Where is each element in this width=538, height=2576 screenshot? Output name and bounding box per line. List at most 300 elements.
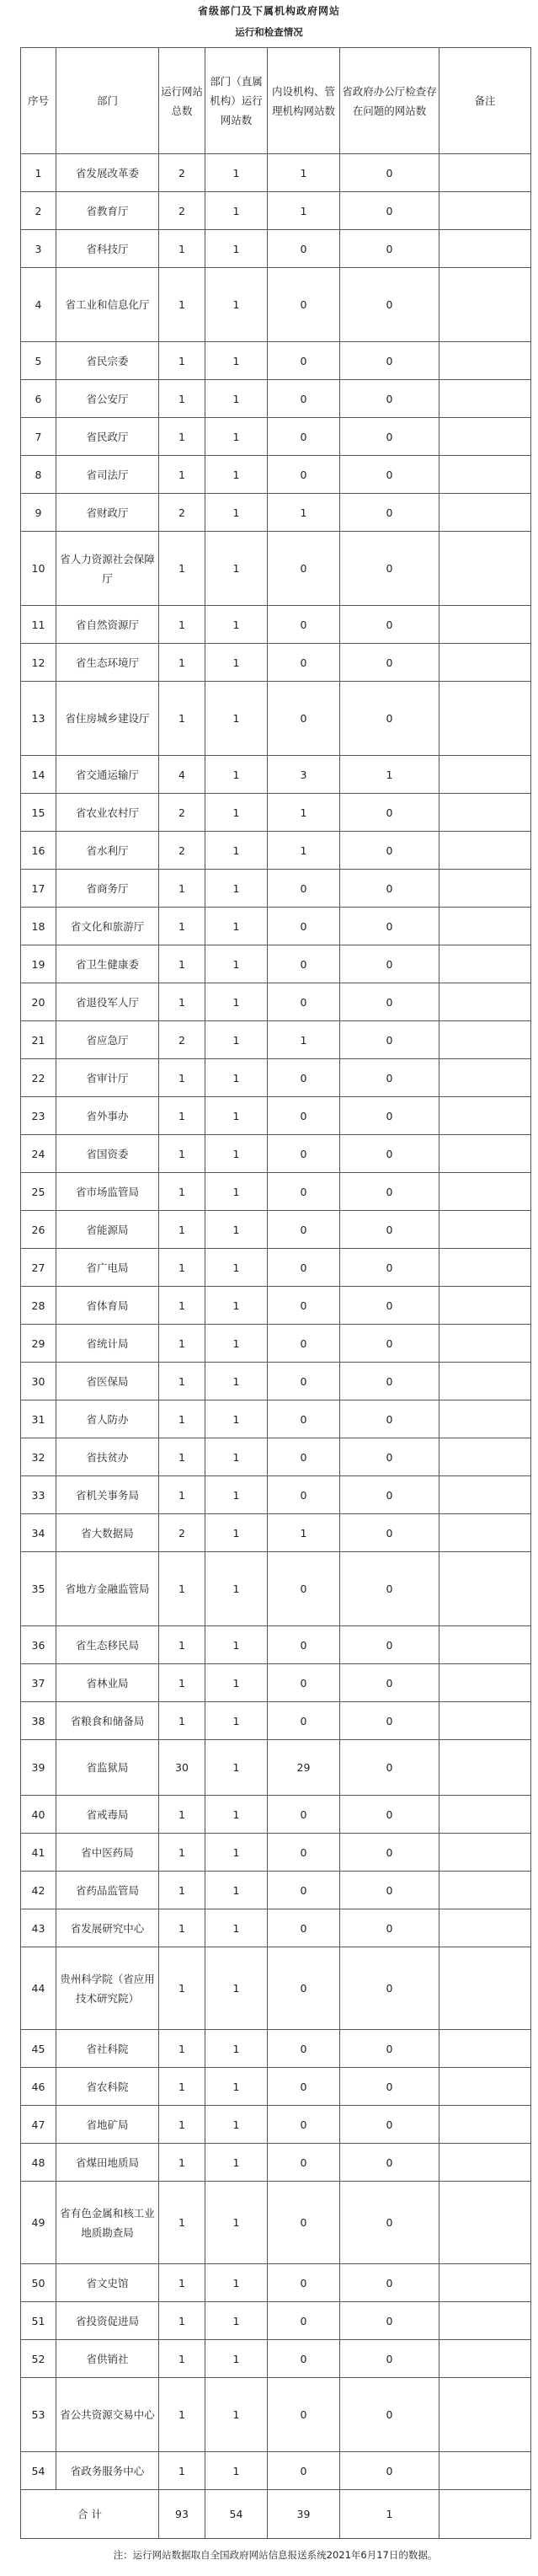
cell-seq: 6 — [21, 380, 56, 418]
cell-dept: 省教育厅 — [56, 192, 159, 230]
cell-total: 1 — [159, 1400, 205, 1438]
cell-total: 1 — [159, 2340, 205, 2378]
cell-total: 1 — [159, 644, 205, 682]
cell-total: 1 — [159, 342, 205, 380]
cell-dept: 省人防办 — [56, 1400, 159, 1438]
cell-problem: 0 — [340, 1135, 439, 1173]
cell-total: 1 — [159, 1476, 205, 1514]
cell-direct: 1 — [205, 1552, 268, 1626]
cell-total: 1 — [159, 1872, 205, 1909]
cell-seq: 26 — [21, 1211, 56, 1249]
cell-seq: 38 — [21, 1702, 56, 1740]
cell-remark — [439, 1363, 531, 1400]
table-row — [21, 644, 531, 682]
cell-dept: 省政务服务中心 — [56, 2452, 159, 2490]
cell-total: 1 — [159, 1702, 205, 1740]
cell-total: 2 — [159, 794, 205, 832]
page-subtitle: 运行和检查情况 — [235, 26, 303, 38]
cell-internal: 0 — [268, 682, 340, 756]
table-row — [21, 983, 531, 1021]
cell-dept: 省应急厅 — [56, 1021, 159, 1059]
cell-remark — [439, 154, 531, 192]
cell-remark — [439, 1135, 531, 1173]
table-row — [21, 2182, 531, 2264]
table-row — [21, 342, 531, 380]
cell-total: 1 — [159, 2264, 205, 2302]
cell-internal: 0 — [268, 342, 340, 380]
cell-total: 1 — [159, 380, 205, 418]
cell-problem: 0 — [340, 2068, 439, 2106]
cell-problem: 0 — [340, 1173, 439, 1211]
cell-remark — [439, 1097, 531, 1135]
cell-direct: 1 — [205, 1363, 268, 1400]
cell-problem: 0 — [340, 2452, 439, 2490]
cell-seq: 18 — [21, 908, 56, 945]
table-row — [21, 1740, 531, 1796]
cell-seq: 24 — [21, 1135, 56, 1173]
cell-total: 1 — [159, 1909, 205, 1947]
table-row — [21, 1947, 531, 2030]
cell-seq: 49 — [21, 2182, 56, 2264]
cell-total: 1 — [159, 532, 205, 606]
cell-dept: 省投资促进局 — [56, 2302, 159, 2340]
cell-total: 1 — [159, 230, 205, 268]
cell-direct: 1 — [205, 2302, 268, 2340]
cell-internal: 0 — [268, 1476, 340, 1514]
cell-direct: 1 — [205, 1872, 268, 1909]
cell-remark — [439, 1438, 531, 1476]
table-row — [21, 1325, 531, 1363]
cell-dept: 省科技厅 — [56, 230, 159, 268]
cell-direct: 1 — [205, 870, 268, 908]
cell-dept: 省生态移民局 — [56, 1626, 159, 1664]
cell-internal: 0 — [268, 2452, 340, 2490]
cell-problem: 0 — [340, 1796, 439, 1834]
cell-internal: 0 — [268, 2264, 340, 2302]
summary-problem: 1 — [340, 2490, 439, 2539]
cell-remark — [439, 1211, 531, 1249]
cell-seq: 52 — [21, 2340, 56, 2378]
cell-dept: 省地方金融监管局 — [56, 1552, 159, 1626]
cell-internal: 0 — [268, 268, 340, 342]
cell-internal: 0 — [268, 2144, 340, 2182]
cell-direct: 1 — [205, 1021, 268, 1059]
cell-internal: 0 — [268, 1059, 340, 1097]
cell-problem: 0 — [340, 1834, 439, 1872]
cell-seq: 47 — [21, 2106, 56, 2144]
cell-internal: 0 — [268, 983, 340, 1021]
cell-problem: 0 — [340, 532, 439, 606]
cell-dept: 省住房城乡建设厅 — [56, 682, 159, 756]
cell-seq: 19 — [21, 945, 56, 983]
cell-internal: 0 — [268, 908, 340, 945]
cell-direct: 1 — [205, 192, 268, 230]
cell-internal: 0 — [268, 1796, 340, 1834]
cell-remark — [439, 832, 531, 870]
table-row — [21, 192, 531, 230]
cell-total: 2 — [159, 192, 205, 230]
cell-remark — [439, 1947, 531, 2030]
cell-seq: 36 — [21, 1626, 56, 1664]
cell-problem: 0 — [340, 192, 439, 230]
cell-remark — [439, 2264, 531, 2302]
cell-dept: 省药品监管局 — [56, 1872, 159, 1909]
cell-remark — [439, 2030, 531, 2068]
table-row — [21, 2302, 531, 2340]
cell-total: 1 — [159, 1834, 205, 1872]
cell-dept: 省监狱局 — [56, 1740, 159, 1796]
cell-dept: 省农业农村厅 — [56, 794, 159, 832]
cell-seq: 31 — [21, 1400, 56, 1438]
cell-internal: 0 — [268, 418, 340, 456]
cell-direct: 1 — [205, 983, 268, 1021]
cell-problem: 0 — [340, 1664, 439, 1702]
cell-direct: 1 — [205, 1947, 268, 2030]
cell-dept: 省退役军人厅 — [56, 983, 159, 1021]
cell-seq: 39 — [21, 1740, 56, 1796]
cell-remark — [439, 230, 531, 268]
table-row — [21, 268, 531, 342]
cell-problem: 0 — [340, 1909, 439, 1947]
summary-total: 93 — [159, 2490, 205, 2539]
table-row — [21, 1438, 531, 1476]
footnote: 注：运行网站数据取自全国政府网站信息报送系统2021年6月17日的数据。 — [113, 2549, 438, 2561]
table-row — [21, 494, 531, 532]
cell-internal: 0 — [268, 1097, 340, 1135]
table-row — [21, 418, 531, 456]
header-dept: 部门 — [56, 48, 159, 154]
cell-seq: 23 — [21, 1097, 56, 1135]
cell-problem: 0 — [340, 1514, 439, 1552]
cell-problem: 0 — [340, 2106, 439, 2144]
cell-remark — [439, 380, 531, 418]
table-row — [21, 1909, 531, 1947]
table-row — [21, 1626, 531, 1664]
cell-dept: 省广电局 — [56, 1249, 159, 1287]
cell-seq: 53 — [21, 2378, 56, 2452]
cell-total: 1 — [159, 1059, 205, 1097]
cell-seq: 44 — [21, 1947, 56, 2030]
cell-problem: 0 — [340, 1552, 439, 1626]
cell-problem: 0 — [340, 1249, 439, 1287]
cell-remark — [439, 342, 531, 380]
cell-direct: 1 — [205, 908, 268, 945]
table-row — [21, 1363, 531, 1400]
cell-seq: 43 — [21, 1909, 56, 1947]
cell-direct: 1 — [205, 1059, 268, 1097]
cell-remark — [439, 532, 531, 606]
cell-internal: 0 — [268, 380, 340, 418]
cell-dept: 省民宗委 — [56, 342, 159, 380]
cell-seq: 35 — [21, 1552, 56, 1626]
cell-total: 1 — [159, 1363, 205, 1400]
cell-dept: 省大数据局 — [56, 1514, 159, 1552]
cell-seq: 54 — [21, 2452, 56, 2490]
cell-direct: 1 — [205, 1909, 268, 1947]
table-row — [21, 2106, 531, 2144]
summary-internal: 39 — [268, 2490, 340, 2539]
cell-seq: 2 — [21, 192, 56, 230]
cell-total: 1 — [159, 418, 205, 456]
table-row — [21, 1287, 531, 1325]
cell-dept: 省发展研究中心 — [56, 1909, 159, 1947]
cell-dept: 省社科院 — [56, 2030, 159, 2068]
cell-direct: 1 — [205, 1626, 268, 1664]
cell-problem: 0 — [340, 154, 439, 192]
cell-seq: 22 — [21, 1059, 56, 1097]
cell-internal: 0 — [268, 2182, 340, 2264]
cell-seq: 16 — [21, 832, 56, 870]
cell-internal: 3 — [268, 756, 340, 794]
cell-dept: 省中医药局 — [56, 1834, 159, 1872]
cell-remark — [439, 494, 531, 532]
cell-dept: 省发展改革委 — [56, 154, 159, 192]
cell-dept: 省工业和信息化厅 — [56, 268, 159, 342]
cell-total: 1 — [159, 2030, 205, 2068]
cell-seq: 46 — [21, 2068, 56, 2106]
cell-direct: 1 — [205, 1325, 268, 1363]
table-row — [21, 1173, 531, 1211]
website-stats-table — [20, 47, 531, 2539]
table-row — [21, 2378, 531, 2452]
cell-internal: 0 — [268, 1947, 340, 2030]
cell-seq: 14 — [21, 756, 56, 794]
cell-total: 1 — [159, 1626, 205, 1664]
table-row — [21, 1135, 531, 1173]
cell-problem: 0 — [340, 1872, 439, 1909]
cell-seq: 3 — [21, 230, 56, 268]
cell-dept: 省卫生健康委 — [56, 945, 159, 983]
cell-internal: 0 — [268, 870, 340, 908]
cell-direct: 1 — [205, 268, 268, 342]
cell-dept: 省扶贫办 — [56, 1438, 159, 1476]
table-row — [21, 756, 531, 794]
cell-seq: 37 — [21, 1664, 56, 1702]
summary-remark — [439, 2490, 531, 2539]
cell-problem: 0 — [340, 1476, 439, 1514]
cell-internal: 0 — [268, 1135, 340, 1173]
cell-problem: 0 — [340, 1325, 439, 1363]
cell-problem: 0 — [340, 1059, 439, 1097]
cell-total: 1 — [159, 456, 205, 494]
summary-row — [21, 2490, 531, 2539]
cell-remark — [439, 1626, 531, 1664]
cell-total: 1 — [159, 606, 205, 644]
cell-problem: 0 — [340, 1400, 439, 1438]
cell-total: 1 — [159, 2068, 205, 2106]
cell-remark — [439, 2068, 531, 2106]
cell-total: 1 — [159, 945, 205, 983]
cell-problem: 0 — [340, 2182, 439, 2264]
cell-total: 1 — [159, 2452, 205, 2490]
table-row — [21, 1664, 531, 1702]
cell-problem: 0 — [340, 2144, 439, 2182]
cell-direct: 1 — [205, 342, 268, 380]
cell-direct: 1 — [205, 606, 268, 644]
cell-internal: 0 — [268, 230, 340, 268]
cell-seq: 41 — [21, 1834, 56, 1872]
cell-dept: 省市场监管局 — [56, 1173, 159, 1211]
cell-seq: 33 — [21, 1476, 56, 1514]
cell-direct: 1 — [205, 2030, 268, 2068]
cell-problem: 0 — [340, 1363, 439, 1400]
table-row — [21, 870, 531, 908]
cell-internal: 0 — [268, 606, 340, 644]
cell-total: 2 — [159, 1021, 205, 1059]
cell-problem: 0 — [340, 644, 439, 682]
cell-internal: 1 — [268, 1514, 340, 1552]
cell-remark — [439, 644, 531, 682]
cell-direct: 1 — [205, 794, 268, 832]
cell-internal: 0 — [268, 2302, 340, 2340]
table-row — [21, 1097, 531, 1135]
cell-seq: 5 — [21, 342, 56, 380]
cell-internal: 1 — [268, 832, 340, 870]
cell-internal: 0 — [268, 1249, 340, 1287]
cell-remark — [439, 1514, 531, 1552]
cell-internal: 0 — [268, 945, 340, 983]
cell-total: 1 — [159, 1438, 205, 1476]
cell-direct: 1 — [205, 154, 268, 192]
cell-total: 2 — [159, 494, 205, 532]
cell-remark — [439, 2302, 531, 2340]
cell-direct: 1 — [205, 1211, 268, 1249]
cell-direct: 1 — [205, 418, 268, 456]
cell-dept: 省司法厅 — [56, 456, 159, 494]
cell-direct: 1 — [205, 1097, 268, 1135]
cell-internal: 0 — [268, 1834, 340, 1872]
cell-problem: 0 — [340, 908, 439, 945]
cell-seq: 51 — [21, 2302, 56, 2340]
cell-direct: 1 — [205, 1249, 268, 1287]
cell-problem: 0 — [340, 1740, 439, 1796]
cell-dept: 省自然资源厅 — [56, 606, 159, 644]
cell-direct: 1 — [205, 2068, 268, 2106]
cell-direct: 1 — [205, 1514, 268, 1552]
cell-direct: 1 — [205, 832, 268, 870]
cell-remark — [439, 1325, 531, 1363]
cell-direct: 1 — [205, 682, 268, 756]
cell-remark — [439, 1909, 531, 1947]
cell-direct: 1 — [205, 380, 268, 418]
cell-seq: 34 — [21, 1514, 56, 1552]
summary-direct: 54 — [205, 2490, 268, 2539]
header-seq: 序号 — [21, 48, 56, 154]
cell-internal: 0 — [268, 2340, 340, 2378]
cell-remark — [439, 1400, 531, 1438]
cell-total: 1 — [159, 2378, 205, 2452]
cell-problem: 0 — [340, 268, 439, 342]
cell-seq: 48 — [21, 2144, 56, 2182]
table-row — [21, 1476, 531, 1514]
cell-direct: 1 — [205, 1664, 268, 1702]
cell-internal: 0 — [268, 644, 340, 682]
cell-direct: 1 — [205, 1796, 268, 1834]
cell-remark — [439, 2106, 531, 2144]
cell-direct: 1 — [205, 1173, 268, 1211]
cell-dept: 省财政厅 — [56, 494, 159, 532]
cell-total: 1 — [159, 1249, 205, 1287]
cell-problem: 0 — [340, 1626, 439, 1664]
cell-total: 1 — [159, 1325, 205, 1363]
cell-internal: 0 — [268, 1626, 340, 1664]
cell-internal: 0 — [268, 1400, 340, 1438]
summary-label: 合 计 — [21, 2490, 159, 2539]
cell-seq: 40 — [21, 1796, 56, 1834]
cell-dept: 省煤田地质局 — [56, 2144, 159, 2182]
cell-dept: 省机关事务局 — [56, 1476, 159, 1514]
cell-seq: 7 — [21, 418, 56, 456]
cell-remark — [439, 1872, 531, 1909]
cell-remark — [439, 192, 531, 230]
cell-remark — [439, 1552, 531, 1626]
cell-remark — [439, 1834, 531, 1872]
cell-internal: 0 — [268, 1909, 340, 1947]
page-title: 省级部门及下属机构政府网站 — [197, 5, 340, 17]
header-total: 运行网站总数 — [159, 48, 205, 154]
cell-problem: 0 — [340, 945, 439, 983]
cell-total: 1 — [159, 1552, 205, 1626]
cell-dept: 省水利厅 — [56, 832, 159, 870]
cell-remark — [439, 1476, 531, 1514]
cell-seq: 20 — [21, 983, 56, 1021]
cell-problem: 0 — [340, 1947, 439, 2030]
table-row — [21, 1796, 531, 1834]
cell-seq: 17 — [21, 870, 56, 908]
cell-internal: 0 — [268, 532, 340, 606]
cell-total: 1 — [159, 1211, 205, 1249]
cell-dept: 省人力资源社会保障厅 — [56, 532, 159, 606]
cell-total: 2 — [159, 1514, 205, 1552]
cell-direct: 1 — [205, 456, 268, 494]
cell-seq: 42 — [21, 1872, 56, 1909]
header-direct: 部门（直属机构）运行网站数 — [205, 48, 268, 154]
table-row — [21, 380, 531, 418]
cell-total: 2 — [159, 832, 205, 870]
cell-remark — [439, 2182, 531, 2264]
table-body — [21, 154, 531, 2490]
cell-seq: 8 — [21, 456, 56, 494]
cell-internal: 0 — [268, 1287, 340, 1325]
cell-remark — [439, 1740, 531, 1796]
cell-seq: 50 — [21, 2264, 56, 2302]
cell-total: 1 — [159, 1796, 205, 1834]
cell-direct: 1 — [205, 1400, 268, 1438]
cell-problem: 0 — [340, 342, 439, 380]
table-row — [21, 832, 531, 870]
table-row — [21, 2144, 531, 2182]
cell-remark — [439, 870, 531, 908]
cell-direct: 1 — [205, 2340, 268, 2378]
table-row — [21, 606, 531, 644]
cell-seq: 9 — [21, 494, 56, 532]
cell-total: 1 — [159, 908, 205, 945]
cell-problem: 1 — [340, 756, 439, 794]
cell-total: 1 — [159, 2144, 205, 2182]
table-row — [21, 456, 531, 494]
table-row — [21, 1400, 531, 1438]
cell-total: 1 — [159, 1097, 205, 1135]
table-row — [21, 2030, 531, 2068]
cell-total: 1 — [159, 682, 205, 756]
cell-internal: 0 — [268, 1325, 340, 1363]
cell-direct: 1 — [205, 1438, 268, 1476]
cell-seq: 15 — [21, 794, 56, 832]
cell-remark — [439, 1173, 531, 1211]
cell-direct: 1 — [205, 494, 268, 532]
cell-seq: 11 — [21, 606, 56, 644]
header-internal: 内设机构、管理机构网站数 — [268, 48, 340, 154]
